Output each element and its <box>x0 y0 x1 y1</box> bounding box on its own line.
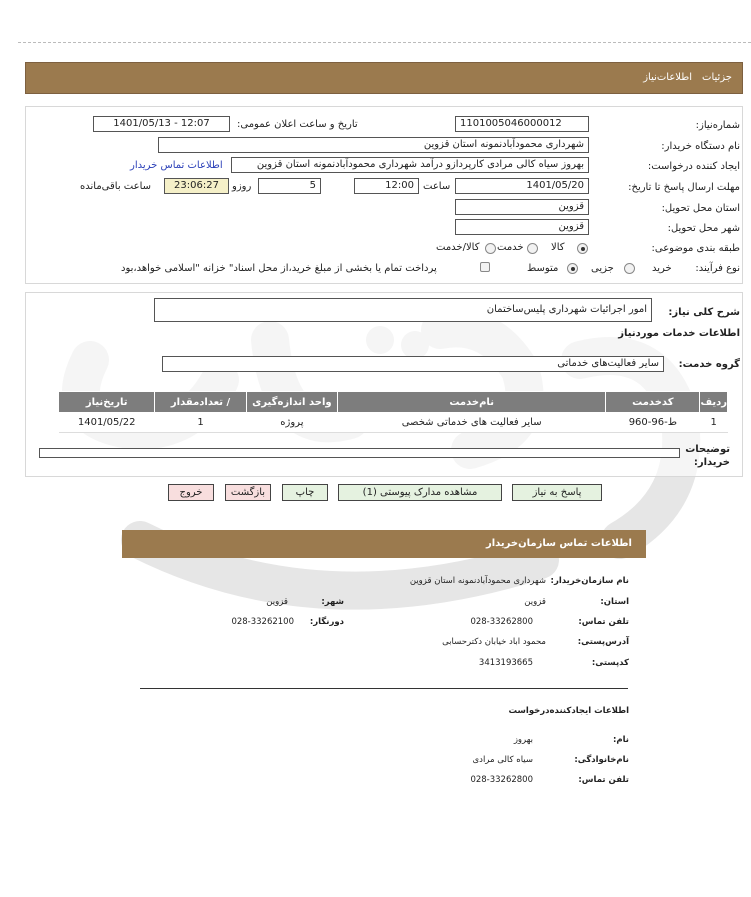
buyer-notes-field <box>39 448 680 458</box>
process-radio-minor[interactable] <box>624 263 635 274</box>
process-option-purchase: خرید <box>652 263 672 274</box>
category-radio-goods-service[interactable] <box>485 243 496 254</box>
contact-phone-label: تلفن تماس: <box>578 617 629 627</box>
contact-address-value: محمود اباد خیابان دکترحسابی <box>442 637 546 647</box>
category-option-goods-service: کالا/خدمت <box>436 242 480 253</box>
tab-details[interactable]: جزئیات <box>702 72 732 83</box>
contact-city-value: قزوین <box>266 597 288 607</box>
col-service-code: کدخدمت <box>606 392 700 413</box>
contact-org-label: نام سازمان‌خریدار: <box>550 576 629 586</box>
cell-unit: پروژه <box>246 413 337 433</box>
contact-phone-value: 028-33262800 <box>470 617 533 627</box>
remaining-label: ساعت باقی‌مانده <box>80 181 152 192</box>
buyer-org-field: شهرداری محمودآبادنمونه استان قزوین <box>158 137 589 153</box>
group-field: سایر فعالیت‌های خدماتی <box>162 356 664 372</box>
category-option-service: خدمت <box>497 242 524 253</box>
summary-label: شرح کلی نیاز: <box>668 307 740 318</box>
cell-quantity: 1 <box>155 413 246 433</box>
table-row <box>59 413 728 433</box>
creator-phone-value: 028-33262800 <box>470 775 533 785</box>
days-label: روزو <box>232 181 252 192</box>
view-documents-button[interactable]: مشاهده مدارک پیوستی (1) <box>338 484 502 501</box>
print-button[interactable]: چاپ <box>282 484 328 501</box>
deadline-label: مهلت ارسال پاسخ تا تاریخ: <box>628 182 740 193</box>
category-radio-service[interactable] <box>527 243 538 254</box>
creator-last-name-label: نام‌خانوادگی: <box>574 755 629 765</box>
page-header <box>25 62 743 94</box>
payment-checkbox[interactable] <box>480 262 490 272</box>
process-option-minor: جزیی <box>591 263 614 274</box>
services-title: اطلاعات خدمات موردنیاز <box>618 328 740 339</box>
contact-title: اطلاعات تماس سازمان‌خریدار <box>485 538 632 549</box>
need-form-panel <box>25 106 743 284</box>
reply-button[interactable]: پاسخ به نیاز <box>512 484 602 501</box>
contact-province-label: استان: <box>600 597 629 607</box>
province-field: قزوین <box>455 199 589 215</box>
contact-province-value: قزوین <box>524 597 546 607</box>
creator-label: ایجاد کننده درخواست: <box>647 161 740 172</box>
days-field: 5 <box>258 178 321 194</box>
contact-postal-label: کدپستی: <box>591 658 629 668</box>
category-label: طبقه بندی موضوعی: <box>651 243 740 254</box>
cell-service-code: ط-96-960 <box>606 413 700 433</box>
city-field: قزوین <box>455 219 589 235</box>
province-label: استان محل تحویل: <box>661 203 740 214</box>
payment-text: پرداخت تمام یا بخشی از مبلغ خرید،از محل اسناد" خزانه "اسلامی خواهد،بود <box>121 263 437 274</box>
category-option-goods: کالا <box>551 242 565 253</box>
remaining-time-field: 23:06:27 <box>164 178 229 194</box>
city-label: شهر محل تحویل: <box>667 223 740 234</box>
category-radio-goods[interactable] <box>577 243 588 254</box>
process-label: نوع فرآیند: <box>695 263 740 274</box>
contact-fax-label: دورنگار: <box>309 617 344 627</box>
contact-city-label: شهر: <box>321 597 344 607</box>
creator-first-name-label: نام: <box>612 735 629 745</box>
process-option-medium: متوسط <box>527 263 559 274</box>
services-table <box>58 391 728 433</box>
cell-row: 1 <box>700 413 728 433</box>
col-unit: واحد اندازه‌گیری <box>246 392 337 413</box>
col-service-name: نام‌خدمت <box>338 392 606 413</box>
col-row: ردیف <box>700 392 728 413</box>
col-quantity: / تعدادمقدار <box>155 392 246 413</box>
back-button[interactable]: بازگشت <box>225 484 271 501</box>
need-number-label: شماره‌نیاز: <box>695 120 740 131</box>
contact-fax-value: 028-33262100 <box>231 617 294 627</box>
contact-address-label: آدرس‌پستی: <box>577 637 629 647</box>
cell-service-name: سایر فعالیت های خدماتی شخصی <box>338 413 606 433</box>
contact-postal-value: 3413193665 <box>478 658 533 668</box>
hour-label: ساعت <box>423 181 451 192</box>
buyer-notes-label: توضیحات خریدار: <box>685 444 730 468</box>
top-divider <box>18 42 751 43</box>
deadline-date-field: 1401/05/20 <box>455 178 589 194</box>
exit-button[interactable]: خروج <box>168 484 214 501</box>
creator-info-title: اطلاعات ایجادکننده‌درخواست <box>508 706 629 716</box>
group-label: گروه خدمت: <box>678 359 740 370</box>
creator-field: بهروز سیاه کالی مرادی کارپردازو درآمد شهرداری محمودآبادنمونه استان قزوین <box>231 157 589 173</box>
buyer-contact-link[interactable]: اطلاعات تماس خریدار <box>130 160 223 171</box>
need-number-field: 1101005046000012 <box>455 116 589 132</box>
cell-need-date: 1401/05/22 <box>59 413 155 433</box>
creator-last-name-value: سیاه کالی مرادی <box>472 755 533 765</box>
contact-org-value: شهرداری محمودآبادنمونه استان قزوین <box>409 576 546 586</box>
buyer-org-label: نام دستگاه خریدار: <box>661 141 740 152</box>
creator-first-name-value: بهروز <box>513 735 533 745</box>
tab-need-info[interactable]: اطلاعات‌نیاز <box>643 72 692 83</box>
process-radio-medium[interactable] <box>567 263 578 274</box>
contact-header <box>122 530 646 558</box>
deadline-hour-field: 12:00 <box>354 178 419 194</box>
section-divider <box>140 688 628 689</box>
announce-field: 1401/05/13 - 12:07 <box>93 116 230 132</box>
creator-phone-label: تلفن تماس: <box>578 775 629 785</box>
col-need-date: تاریخ‌نیاز <box>59 392 155 413</box>
announce-label: تاریخ و ساعت اعلان عمومی: <box>237 119 358 130</box>
summary-field: امور اجرائیات شهرداری پلیس‌ساختمان <box>154 298 652 322</box>
